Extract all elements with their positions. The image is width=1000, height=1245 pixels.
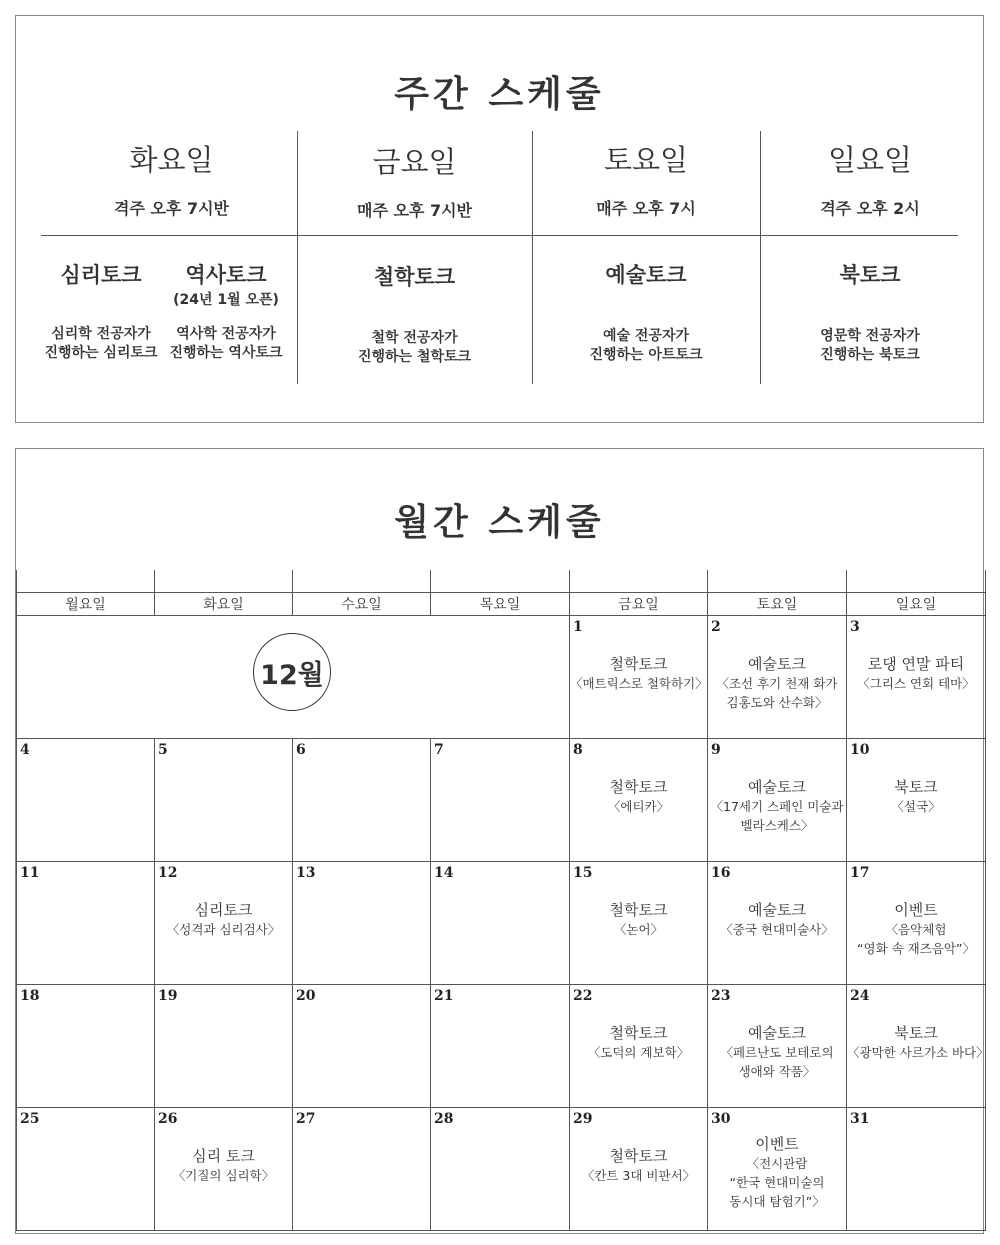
day-number: 21 <box>434 988 454 1004</box>
weekly-day: 일요일 <box>827 143 913 177</box>
event-subtitle: 김홍도와 산수화〉 <box>726 695 828 710</box>
day-cell <box>570 616 708 739</box>
calendar-event <box>570 900 707 939</box>
talk-name: 철학토크 <box>373 265 456 289</box>
event-subtitle: 〈페르난도 보테로의 <box>720 1045 834 1060</box>
day-number: 4 <box>20 742 30 758</box>
day-cell <box>155 739 293 862</box>
event-subtitle: 〈칸트 3대 비판서〉 <box>581 1168 696 1183</box>
week-row <box>17 1108 986 1231</box>
day-cell <box>293 985 431 1108</box>
day-number: 11 <box>20 865 40 881</box>
weekday-header: 토요일 <box>708 593 847 616</box>
calendar-event <box>708 900 846 939</box>
day-number: 12 <box>158 865 178 881</box>
day-cell <box>293 1108 431 1231</box>
day-cell <box>431 1108 570 1231</box>
day-number: 17 <box>850 865 870 881</box>
day-cell <box>293 862 431 985</box>
calendar-event <box>847 900 985 958</box>
day-cell <box>708 1108 847 1231</box>
calendar-spacer-row <box>17 570 986 593</box>
event-subtitle: 동시대 탐험기”〉 <box>729 1194 825 1209</box>
event-title: 철학토크 <box>609 901 668 919</box>
day-number: 10 <box>850 742 870 758</box>
calendar-event <box>570 654 707 693</box>
calendar-event <box>155 900 292 939</box>
day-cell <box>847 1108 986 1231</box>
day-number: 15 <box>573 865 593 881</box>
day-cell <box>431 862 570 985</box>
calendar-event <box>570 777 707 816</box>
talk-philosophy <box>297 263 532 367</box>
event-title: 심리 토크 <box>192 1147 255 1165</box>
day-cell <box>708 739 847 862</box>
calendar-event <box>847 654 985 693</box>
weekday-header: 금요일 <box>570 593 708 616</box>
day-number: 18 <box>20 988 40 1004</box>
day-number: 7 <box>434 742 444 758</box>
monthly-title: 월간 스케줄 <box>394 502 605 543</box>
day-cell <box>155 985 293 1108</box>
week-row <box>17 985 986 1108</box>
day-cell <box>847 616 986 739</box>
weekly-day: 금요일 <box>372 145 457 179</box>
talk-desc-line: 영문학 전공자가 <box>820 328 920 344</box>
day-number: 9 <box>711 742 721 758</box>
calendar-event <box>570 1146 707 1185</box>
day-number: 26 <box>158 1111 178 1127</box>
day-cell <box>155 862 293 985</box>
calendar-event <box>708 777 846 835</box>
day-number: 29 <box>573 1111 593 1127</box>
event-subtitle: 〈기질의 심리학〉 <box>172 1168 275 1183</box>
week-row <box>17 616 986 739</box>
day-number: 20 <box>296 988 316 1004</box>
talk-desc-line: 예술 전공자가 <box>602 328 690 344</box>
day-number: 31 <box>850 1111 870 1127</box>
event-subtitle: 생애와 작품〉 <box>738 1064 816 1079</box>
day-cell <box>17 739 155 862</box>
weekly-title: 주간 스케줄 <box>394 74 605 115</box>
calendar-event <box>847 1023 989 1062</box>
calendar-event <box>708 1134 846 1211</box>
day-cell <box>847 862 986 985</box>
talk-desc-line: 진행하는 심리토크 <box>44 345 158 361</box>
day-cell <box>17 985 155 1108</box>
talk-psychology <box>36 261 166 363</box>
weekday-header: 수요일 <box>293 593 431 616</box>
event-subtitle: 〈음악체험 <box>885 922 947 937</box>
day-number: 25 <box>20 1111 40 1127</box>
event-title: 철학토크 <box>609 655 668 673</box>
day-cell <box>847 985 989 1108</box>
weekly-day: 화요일 <box>129 143 214 177</box>
event-subtitle: 벨라스케스〉 <box>740 818 814 833</box>
week-row <box>17 739 986 862</box>
day-number: 5 <box>158 742 168 758</box>
event-title: 예술토크 <box>748 1024 806 1042</box>
talk-book <box>760 261 980 365</box>
day-cell <box>847 739 986 862</box>
event-title: 철학토크 <box>609 1147 668 1165</box>
weekly-time: 매주 오후 7시 <box>596 199 696 218</box>
talk-note: (24년 1월 오픈) <box>173 292 279 308</box>
event-subtitle: 〈설국〉 <box>891 799 941 814</box>
event-title: 북토크 <box>894 1024 938 1042</box>
event-subtitle: 〈도덕의 계보학〉 <box>587 1045 690 1060</box>
event-title: 철학토크 <box>609 778 668 796</box>
day-number: 24 <box>850 988 870 1004</box>
event-subtitle: 〈에티카〉 <box>607 799 670 814</box>
month-badge: 12월 <box>253 633 331 711</box>
event-title: 예술토크 <box>748 778 806 796</box>
day-number: 13 <box>296 865 316 881</box>
day-number: 2 <box>711 619 721 635</box>
event-subtitle: 〈17세기 스페인 미술과 <box>710 799 844 814</box>
day-cell <box>17 862 155 985</box>
day-cell <box>431 985 570 1108</box>
day-number: 8 <box>573 742 583 758</box>
weekday-header: 일요일 <box>847 593 986 616</box>
event-title: 예술토크 <box>748 655 806 673</box>
event-title: 심리토크 <box>194 901 253 919</box>
weekly-time: 매주 오후 7시반 <box>356 201 472 220</box>
event-subtitle: “영화 속 재즈음악”〉 <box>857 941 975 956</box>
event-subtitle: 〈성격과 심리검사〉 <box>166 922 281 937</box>
day-number: 27 <box>296 1111 316 1127</box>
talk-name: 심리토크 <box>60 263 142 287</box>
talk-desc-line: 진행하는 아트토크 <box>589 347 703 363</box>
talk-desc-line: 심리학 전공자가 <box>51 326 151 342</box>
calendar-event <box>570 1023 707 1062</box>
talk-history <box>161 261 291 363</box>
weekday-header-row <box>17 593 986 616</box>
talk-desc-line: 역사학 전공자가 <box>176 326 276 342</box>
talk-name: 예술토크 <box>605 263 687 287</box>
weekly-day: 토요일 <box>603 143 689 177</box>
day-number: 28 <box>434 1111 454 1127</box>
day-cell <box>431 739 570 862</box>
weekday-header: 목요일 <box>431 593 570 616</box>
day-cell <box>17 1108 155 1231</box>
day-number: 3 <box>850 619 860 635</box>
event-subtitle: “한국 현대미술의 <box>729 1175 825 1190</box>
day-number: 16 <box>711 865 731 881</box>
event-title: 철학토크 <box>609 1024 668 1042</box>
day-cell <box>570 739 708 862</box>
weekday-header: 월요일 <box>17 593 155 616</box>
talk-desc-line: 진행하는 철학토크 <box>357 349 472 365</box>
talk-note <box>36 289 166 311</box>
day-number: 6 <box>296 742 306 758</box>
event-title: 로댕 연말 파티 <box>867 655 965 673</box>
event-title: 이벤트 <box>894 901 938 919</box>
talk-name: 역사토크 <box>185 263 267 287</box>
event-subtitle: 〈조선 후기 천재 화가 <box>716 676 838 691</box>
calendar-event <box>155 1146 292 1185</box>
event-subtitle: 〈그리스 연회 테마〉 <box>857 676 975 691</box>
talk-art <box>532 261 760 365</box>
day-cell <box>708 985 847 1108</box>
calendar-event <box>708 654 846 712</box>
event-subtitle: 〈중국 현대미술사〉 <box>720 922 834 937</box>
event-subtitle: 〈광막한 사르가소 바다〉 <box>847 1045 989 1060</box>
weekly-schedule-panel <box>15 15 984 423</box>
event-subtitle: 〈전시관람 <box>746 1156 808 1171</box>
day-cell <box>708 862 847 985</box>
month-label-cell <box>17 616 570 739</box>
week-row <box>17 862 986 985</box>
day-number: 1 <box>573 619 583 635</box>
day-cell <box>155 1108 293 1231</box>
calendar-grid <box>16 570 989 1231</box>
day-number: 23 <box>711 988 731 1004</box>
talk-name: 북토크 <box>839 263 901 287</box>
talk-desc-line: 진행하는 역사토크 <box>169 345 283 361</box>
calendar-event <box>708 1023 846 1081</box>
event-title: 예술토크 <box>748 901 806 919</box>
talk-desc-line: 진행하는 북토크 <box>820 347 920 363</box>
day-cell <box>293 739 431 862</box>
talk-desc-line: 철학 전공자가 <box>371 330 458 346</box>
event-subtitle: 〈논어〉 <box>613 922 664 937</box>
weekly-time: 격주 오후 2시 <box>820 199 920 218</box>
day-number: 30 <box>711 1111 731 1127</box>
event-title: 이벤트 <box>755 1135 799 1153</box>
weekly-time: 격주 오후 7시반 <box>113 199 229 218</box>
calendar-event <box>847 777 985 816</box>
day-number: 22 <box>573 988 593 1004</box>
day-cell <box>708 616 847 739</box>
day-cell <box>570 985 708 1108</box>
event-title: 북토크 <box>894 778 938 796</box>
monthly-schedule-panel <box>15 448 989 1234</box>
day-number: 14 <box>434 865 454 881</box>
day-cell <box>570 862 708 985</box>
event-subtitle: 〈매트릭스로 철학하기〉 <box>570 676 708 691</box>
weekday-header: 화요일 <box>155 593 293 616</box>
day-number: 19 <box>158 988 178 1004</box>
day-cell <box>570 1108 708 1231</box>
